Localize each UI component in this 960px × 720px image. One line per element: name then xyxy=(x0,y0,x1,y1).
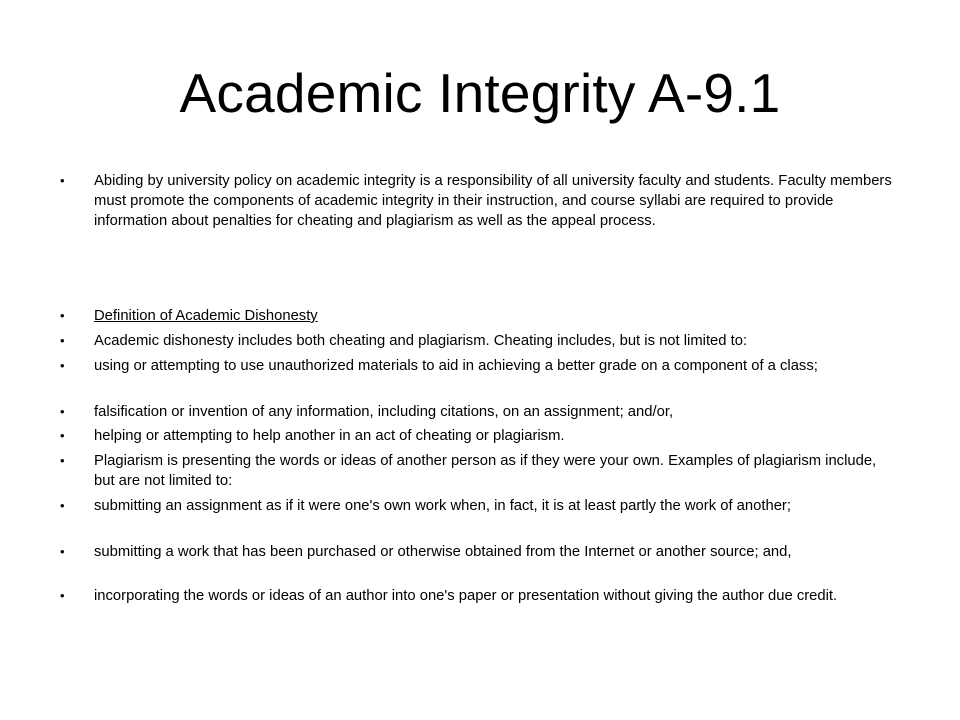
list-item-text: falsification or invention of any information, including citations, on an assignment; and/or, xyxy=(94,404,674,420)
bullet-dot-icon: • xyxy=(60,544,65,559)
bullet-dot-icon: • xyxy=(60,428,65,443)
bullet-dot-icon: • xyxy=(60,308,65,323)
slide-title: Academic Integrity A-9.1 xyxy=(179,62,781,124)
bullet-dot-icon: • xyxy=(60,453,65,468)
list-item-text: incorporating the words or ideas of an author into one's paper or presentation without giving the author due credit. xyxy=(94,588,838,604)
list-item-text: Academic dishonesty includes both cheating and plagiarism. Cheating includes, but is not limited to: xyxy=(94,333,748,349)
bullet-dot-icon: • xyxy=(60,404,65,419)
list-item-text: using or attempting to use unauthorized materials to aid in achieving a better grade on a component of a class; xyxy=(94,358,818,374)
bullet-dot-icon: • xyxy=(60,588,65,603)
bullet-dot-icon: • xyxy=(60,498,65,513)
section-heading: Definition of Academic Dishonesty xyxy=(94,308,318,324)
bullet-dot-icon: • xyxy=(60,358,65,373)
list-item-text: submitting a work that has been purchased or otherwise obtained from the Internet or another source; and, xyxy=(94,544,792,560)
bullet-dot-icon: • xyxy=(60,173,65,188)
list-item-text: Plagiarism is presenting the words or ideas of another person as if they were your own. Examples of plagiarism include, but are not limited to: xyxy=(94,453,877,489)
list-item-text: submitting an assignment as if it were one's own work when, in fact, it is at least partly the work of another; xyxy=(94,498,791,514)
list-item-text: Abiding by university policy on academic integrity is a responsibility of all university faculty and students. Faculty members must promote the components of academic integrity in their instruction, and course syllabi are required to provide information about penalties for cheating and plagiarism as well as the appeal process. xyxy=(94,173,892,229)
bullet-dot-icon: • xyxy=(60,333,65,348)
list-item-text: helping or attempting to help another in an act of cheating or plagiarism. xyxy=(94,428,565,444)
